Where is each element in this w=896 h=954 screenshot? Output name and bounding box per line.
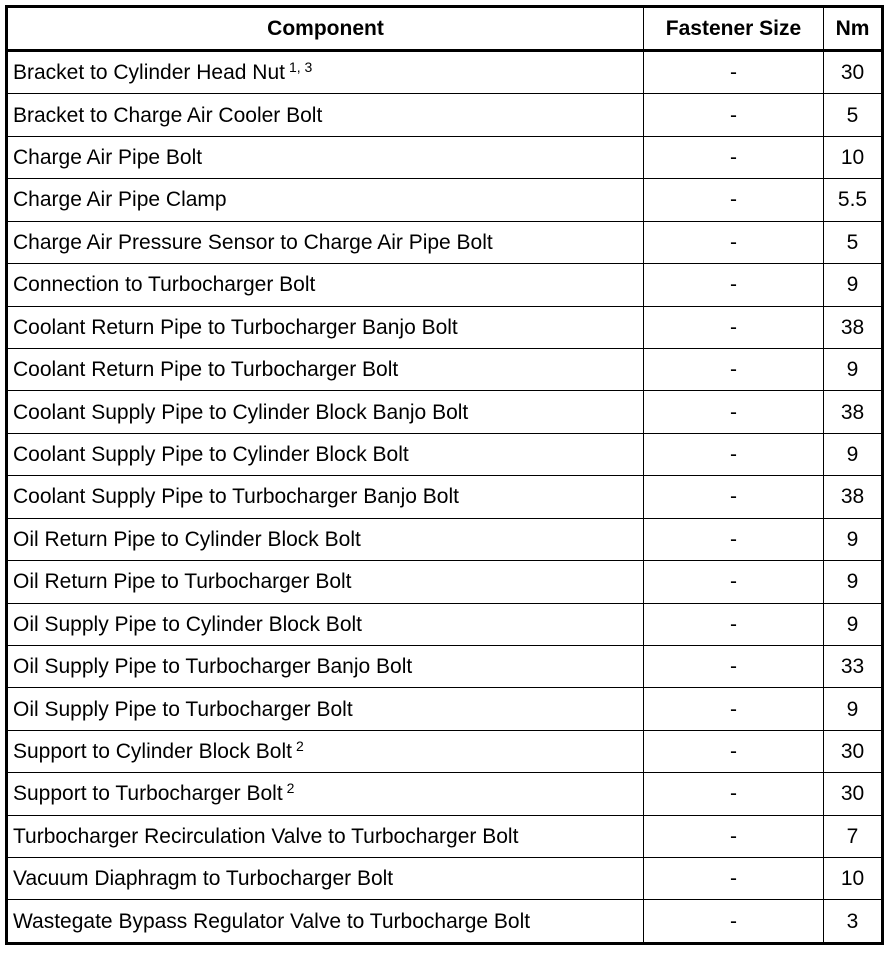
table-row [7,688,883,730]
table-row [7,94,883,136]
component-name: Oil Supply Pipe to Turbocharger Banjo Bolt [13,655,413,679]
component-name: Charge Air Pipe Clamp [13,188,227,212]
table-row [7,561,883,603]
component-cell [7,94,644,136]
component-name: Oil Supply Pipe to Turbocharger Bolt [13,697,353,721]
component-cell [7,476,644,518]
header-component: Component [7,7,644,51]
torque-value-cell: 3 [824,900,883,944]
component-name: Support to Turbocharger Bolt [13,782,283,806]
torque-value-cell: 38 [824,476,883,518]
table-row [7,645,883,687]
fastener-size-cell: - [644,858,824,900]
component-cell [7,645,644,687]
torque-value-cell: 9 [824,348,883,390]
fastener-size-cell: - [644,179,824,221]
component-cell [7,561,644,603]
fastener-size-cell: - [644,433,824,475]
component-name: Vacuum Diaphragm to Turbocharger Bolt [13,867,394,891]
torque-value-cell: 9 [824,433,883,475]
torque-value-cell: 7 [824,815,883,857]
table-body [7,51,883,944]
component-cell [7,815,644,857]
torque-value-cell: 5 [824,221,883,263]
fastener-size-cell: - [644,688,824,730]
component-cell [7,433,644,475]
table-row [7,221,883,263]
component-name: Turbocharger Recirculation Valve to Turbocharger Bolt [13,824,519,848]
fastener-size-cell: - [644,348,824,390]
torque-value-cell: 9 [824,688,883,730]
component-cell [7,900,644,944]
fastener-size-cell: - [644,730,824,772]
torque-value-cell: 10 [824,858,883,900]
table-row [7,476,883,518]
component-name: Charge Air Pipe Bolt [13,146,203,170]
component-cell [7,688,644,730]
table-row [7,815,883,857]
table-row [7,136,883,178]
component-cell [7,518,644,560]
component-name: Bracket to Cylinder Head Nut [13,61,285,85]
table-row [7,348,883,390]
component-name: Oil Return Pipe to Cylinder Block Bolt [13,527,361,551]
torque-value-cell: 5.5 [824,179,883,221]
component-name: Coolant Supply Pipe to Cylinder Block Bolt [13,443,409,467]
fastener-size-cell: - [644,645,824,687]
component-name: Bracket to Charge Air Cooler Bolt [13,103,323,127]
table-row [7,518,883,560]
component-name: Wastegate Bypass Regulator Valve to Turbocharge Bolt [13,909,531,933]
table-row [7,433,883,475]
component-cell [7,221,644,263]
component-cell [7,348,644,390]
table-row [7,730,883,772]
component-name: Connection to Turbocharger Bolt [13,273,316,297]
fastener-size-cell: - [644,773,824,815]
component-name: Charge Air Pressure Sensor to Charge Air Pipe Bolt [13,230,493,254]
component-name: Oil Supply Pipe to Cylinder Block Bolt [13,612,362,636]
fastener-size-cell: - [644,391,824,433]
fastener-size-cell: - [644,518,824,560]
torque-value-cell: 9 [824,603,883,645]
fastener-size-cell: - [644,264,824,306]
fastener-size-cell: - [644,815,824,857]
table-row [7,306,883,348]
torque-value-cell: 5 [824,94,883,136]
torque-value-cell: 9 [824,518,883,560]
component-cell [7,264,644,306]
component-cell [7,730,644,772]
torque-value-cell: 33 [824,645,883,687]
torque-value-cell: 30 [824,51,883,94]
fastener-size-cell: - [644,476,824,518]
table-row [7,900,883,944]
component-name: Coolant Supply Pipe to Turbocharger Banjo Bolt [13,485,459,509]
fastener-torque-table [5,5,884,945]
footnote-ref: 2 [286,780,295,797]
table-row [7,179,883,221]
table-row [7,773,883,815]
component-cell [7,51,644,94]
footnote-ref: 1, 3 [288,59,313,76]
fastener-size-cell: - [644,51,824,94]
fastener-size-cell: - [644,94,824,136]
footnote-ref: 2 [295,737,304,754]
torque-value-cell: 9 [824,264,883,306]
component-cell [7,306,644,348]
table-row [7,51,883,94]
component-name: Coolant Supply Pipe to Cylinder Block Banjo Bolt [13,400,469,424]
component-cell [7,603,644,645]
component-name: Support to Cylinder Block Bolt [13,739,292,763]
torque-value-cell: 9 [824,561,883,603]
fastener-size-cell: - [644,603,824,645]
table-row [7,858,883,900]
fastener-size-cell: - [644,136,824,178]
component-name: Coolant Return Pipe to Turbocharger Banjo Bolt [13,315,458,339]
torque-value-cell: 38 [824,391,883,433]
component-cell [7,136,644,178]
table-row [7,603,883,645]
component-cell [7,858,644,900]
component-name: Coolant Return Pipe to Turbocharger Bolt [13,358,399,382]
torque-value-cell: 30 [824,730,883,772]
component-cell [7,391,644,433]
header-fastener-size: Fastener Size [644,7,824,51]
header-nm: Nm [824,7,883,51]
fastener-size-cell: - [644,306,824,348]
table-row [7,264,883,306]
fastener-size-cell: - [644,221,824,263]
fastener-size-cell: - [644,900,824,944]
component-cell [7,179,644,221]
header-row [7,7,883,51]
component-cell [7,773,644,815]
table-row [7,391,883,433]
torque-value-cell: 10 [824,136,883,178]
torque-value-cell: 30 [824,773,883,815]
fastener-size-cell: - [644,561,824,603]
component-name: Oil Return Pipe to Turbocharger Bolt [13,570,352,594]
torque-value-cell: 38 [824,306,883,348]
